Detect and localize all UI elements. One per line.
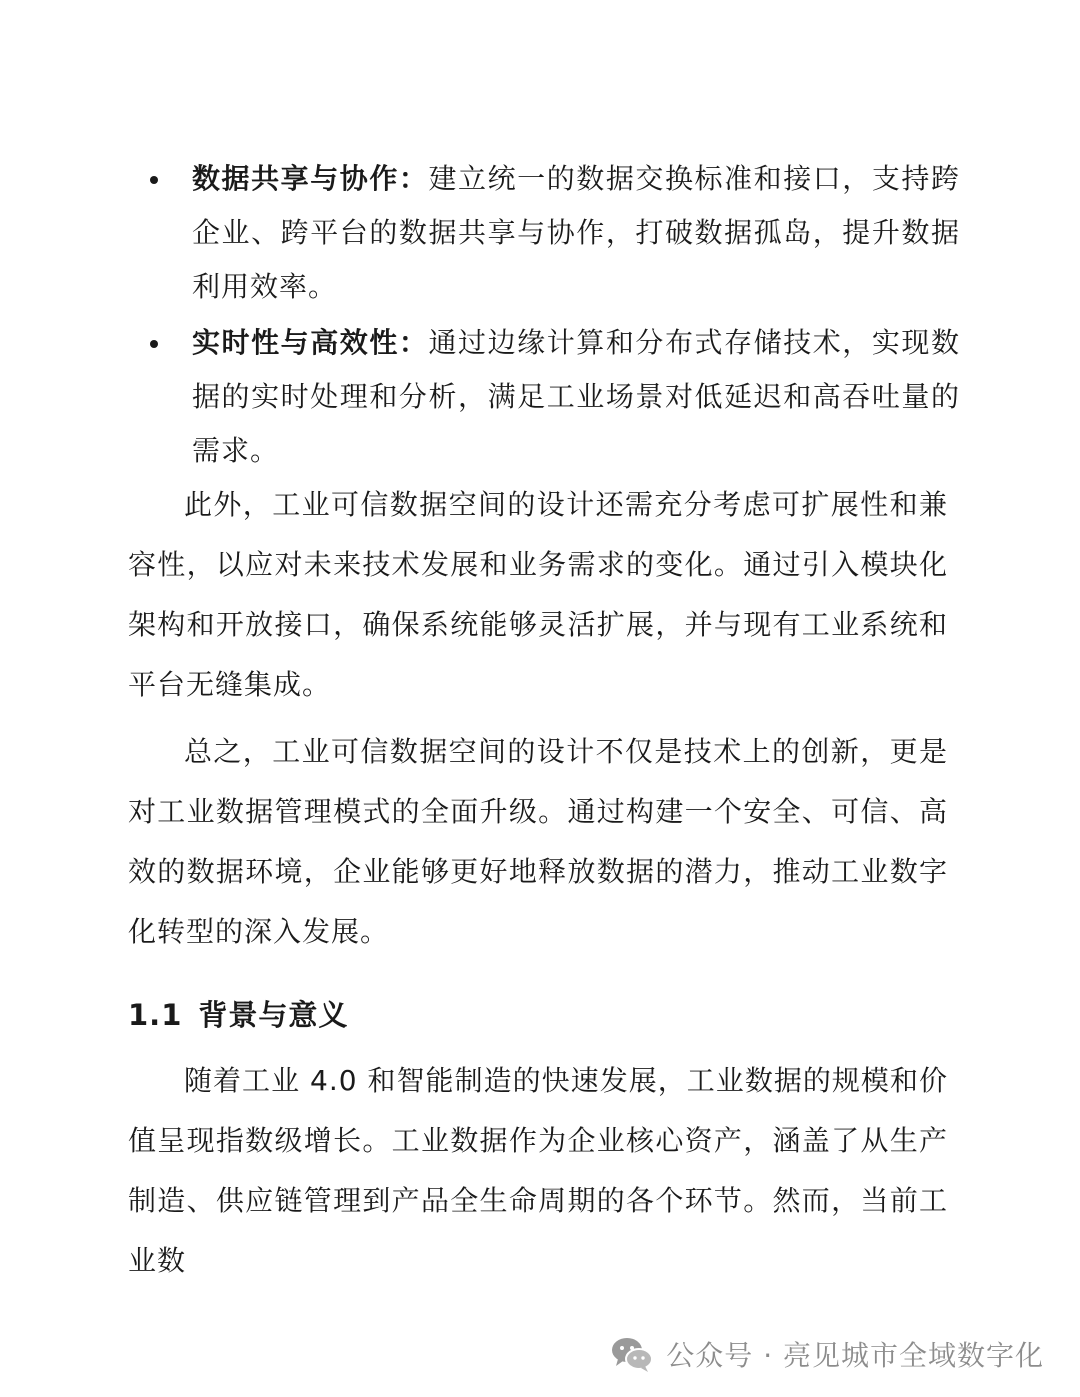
bullet-body: 通过边缘计算和分布式存储技术，实现数据的实时处理和分析，满足工业场景对低延迟和高吞吐量的需求。 xyxy=(192,326,960,467)
bullet-item-realtime xyxy=(150,316,960,478)
paragraph-background: 随着工业 4.0 和智能制造的快速发展，工业数据的规模和价值呈现指数级增长。工业数据作为企业核心资产，涵盖了从生产制造、供应链管理到产品全生命周期的各个环节。然而，当前工业数 xyxy=(128,1064,948,1277)
watermark xyxy=(610,1330,1044,1378)
bullet-title: 数据共享与协作： xyxy=(192,162,429,195)
bullet-text xyxy=(192,152,960,314)
section-heading xyxy=(128,990,348,1040)
bullet-dot xyxy=(150,176,158,184)
watermark-text: 公众号 · 亮见城市全域数字化 xyxy=(666,1339,1044,1372)
paragraph-summary: 总之，工业可信数据空间的设计不仅是技术上的创新，更是对工业数据管理模式的全面升级。通过构建一个安全、可信、高效的数据环境，企业能够更好地释放数据的潜力，推动工业数字化转型的深入发展。 xyxy=(128,735,948,948)
wechat-icon xyxy=(610,1335,654,1373)
bullet-body: 建立统一的数据交换标准和接口，支持跨企业、跨平台的数据共享与协作，打破数据孤岛，提升数据利用效率。 xyxy=(192,162,960,303)
bullet-dot xyxy=(150,340,158,348)
paragraph-extensibility: 此外，工业可信数据空间的设计还需充分考虑可扩展性和兼容性，以应对未来技术发展和业务需求的变化。通过引入模块化架构和开放接口，确保系统能够灵活扩展，并与现有工业系统和平台无缝集成。 xyxy=(128,488,948,701)
section-title: 背景与意义 xyxy=(198,998,349,1032)
bullet-text xyxy=(192,316,960,478)
bullet-item-data-sharing xyxy=(150,152,960,314)
bullet-title: 实时性与高效性： xyxy=(192,326,429,359)
section-number: 1.1 xyxy=(128,998,183,1032)
